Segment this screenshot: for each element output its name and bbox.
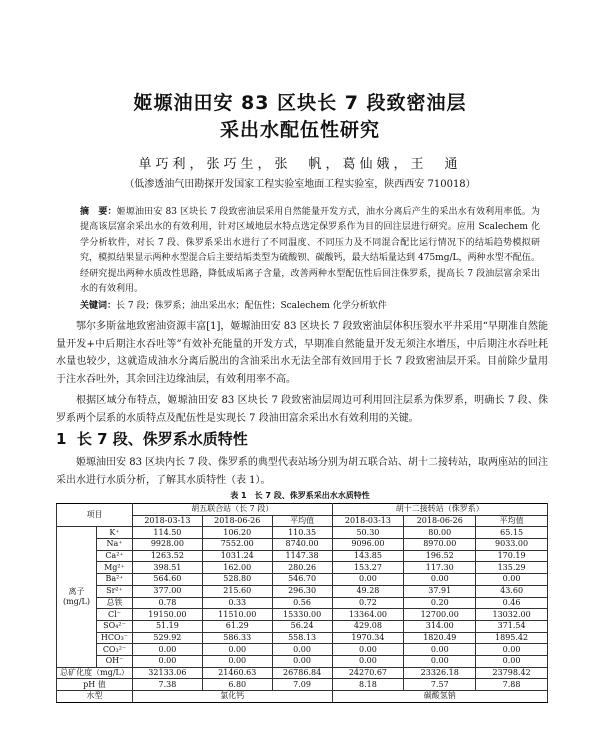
subheader-cell: 平均值 [476,515,548,527]
table-row [57,527,548,539]
tds-row [57,667,548,679]
table-cell: 377.00 [132,585,202,597]
subheader-cell: 2018-03-13 [132,515,202,527]
table-cell: 529.92 [132,632,202,644]
table-cell: 0.78 [132,597,202,609]
table-row [57,539,548,551]
table-cell: 117.30 [404,562,476,574]
ion-name: 总铁 [96,597,132,609]
table-cell: 61.29 [202,620,272,632]
ion-name: CO₃²⁻ [96,644,132,656]
ion-name: HCO₃⁻ [96,632,132,644]
abstract-label: 摘 要： [80,207,117,217]
table-cell: 43.60 [476,585,548,597]
table-cell: 24270.67 [332,667,404,679]
table-cell: 0.00 [404,644,476,656]
table-cell: 429.08 [332,620,404,632]
table-cell: 215.60 [202,585,272,597]
table-cell: 196.52 [404,550,476,562]
table-cell: 11510.00 [202,609,272,621]
table-cell: 314.00 [404,620,476,632]
table-row [57,609,548,621]
table-cell: 1820.49 [404,632,476,644]
table-cell: 0.46 [476,597,548,609]
ion-name: Ca²⁺ [96,550,132,562]
keywords [80,298,540,311]
ion-group-name: 离子 [68,587,85,596]
ion-name: Sr²⁺ [96,585,132,597]
body-paragraph: 鄂尔多斯盆地致密油资源丰富[1]，姬塬油田安 83 区块长 7 段致密油层体积压裂水平井采用“早期准自然能量开发+中后期注水吞吐等”有效补充能量的开发方式，早期准自然能量开发无须注水增压，中后期注水吞吐耗水量也较少，这就造成油水分离后脱出的含油采出水无法全部有效回用于长 7 段致密油层开采。目前除少量用于注水吞吐外，其余回注边缘油层，有效利用率不高。 [56,321,548,385]
section-title: 长 7 段、侏罗系水质特性 [76,430,248,448]
water-type-row [57,691,548,703]
table-cell: 114.50 [132,527,202,539]
table-cell: 65.15 [476,527,548,539]
table-cell: 7552.00 [202,539,272,551]
ion-name: Ba²⁺ [96,574,132,586]
table-cell: 162.00 [202,562,272,574]
table-cell: 0.00 [272,655,332,667]
table-cell: 氯化钙 [132,691,332,703]
ion-name: K⁺ [96,527,132,539]
table-cell: 8970.00 [404,539,476,551]
abstract [80,205,540,297]
table-cell: 0.20 [404,597,476,609]
table-cell: 106.20 [202,527,272,539]
body-paragraph: 根据区域分布特点，姬塬油田安 83 区块长 7 段致密油层周边可利用回注层系为侏罗系，明确长 7 段、侏罗系两个层系的水质特点及配伍性是实现长 7 段油田富余采出水有效利用的关键。 [56,395,548,424]
table-cell: 80.00 [404,527,476,539]
table-cell: 21460.63 [202,667,272,679]
table-cell: 9096.00 [332,539,404,551]
table-row [57,644,548,656]
table-cell: 26786.84 [272,667,332,679]
table-cell: 0.00 [272,644,332,656]
ion-group-unit: (mg/L) [63,597,90,606]
table-cell: 1147.38 [272,550,332,562]
table-cell: 0.00 [202,655,272,667]
ion-group-label [57,527,97,667]
table-cell: 37.91 [404,585,476,597]
table-cell: 15330.00 [272,609,332,621]
header-group2: 胡十二接转站（侏罗系） [332,504,547,516]
table-cell: 398.51 [132,562,202,574]
author-list: 单巧利，张巧生，张 帆，葛仙娥，王 通 [138,157,462,172]
table-cell: 586.33 [202,632,272,644]
table-cell: 7.57 [404,679,476,691]
table-cell: 143.85 [332,550,404,562]
keywords-label: 关键词： [80,301,117,311]
subheader-cell: 2018-06-26 [202,515,272,527]
ion-name: Mg²⁺ [96,562,132,574]
ion-name: SO₄²⁻ [96,620,132,632]
table-row [57,562,548,574]
paper-title-line1: 姬塬油田安 83 区块长 7 段致密油层 [133,92,467,114]
row-label: pH 值 [57,679,133,691]
table-cell: 7.88 [476,679,548,691]
row-label: 水型 [57,691,133,703]
table-cell: 0.00 [476,655,548,667]
table-row [57,597,548,609]
table-cell: 1895.42 [476,632,548,644]
table-row [57,585,548,597]
table-cell: 0.00 [332,574,404,586]
table-cell: 0.72 [332,597,404,609]
ion-name: OH⁻ [96,655,132,667]
table-caption: 表 1 长 7 段、侏罗系采出水水质特性 [230,491,370,500]
table-cell: 153.27 [332,562,404,574]
subheader-cell: 2018-03-13 [332,515,404,527]
table-cell: 32133.06 [132,667,202,679]
ion-name: Na⁺ [96,539,132,551]
table-cell: 110.35 [272,527,332,539]
body-paragraph: 姬塬油田安 83 区块内长 7 段、侏罗系的典型代表站场分别为胡五联合站、胡十二接转站，取两座站的回注采出水进行水质分析，了解其水质特性（表 1）。 [56,457,548,486]
table-cell: 546.70 [272,574,332,586]
table-row [57,655,548,667]
table-cell: 0.00 [476,644,548,656]
ion-rows [57,527,548,667]
table-cell: 9928.00 [132,539,202,551]
table-cell: 1031.24 [202,550,272,562]
header-group1: 胡五联合站（长 7 段） [132,504,332,516]
table-cell: 564.60 [132,574,202,586]
table-cell: 12700.00 [404,609,476,621]
table-cell: 13364.00 [332,609,404,621]
table-cell: 8.18 [332,679,404,691]
table-cell: 23326.18 [404,667,476,679]
table-cell: 7.38 [132,679,202,691]
subheader-cell: 2018-06-26 [404,515,476,527]
abstract-text: 姬塬油田安 83 区块长 7 段致密油层采用自然能量开发方式，油水分离后产生的采出水有效利用率低。为提高该层富余采出水的有效利用，针对区域地层水特点选定保罗系作为目的回注层进行研究。应用 Scalechem 化学分析软件，对长 7 段、侏罗系采出水进行了不同温度、不同压力及不同混合配比运行情况下的结垢趋势模拟研究，模拟结果显示两种水型混合后主要结垢类型为硫酸钡、碳酸钙，最大结垢量达到 475mg/L，两种水型不配伍。经研究提出两种水质改性思路，降低成垢离子含量，改善两种水型配伍性后回注侏罗系，提高长 7 段油层富余采出水的有效利用。 [80,207,540,295]
table-cell: 0.00 [332,655,404,667]
ph-row [57,679,548,691]
table-cell: 0.00 [404,655,476,667]
table-cell: 49.28 [332,585,404,597]
subheader-cell: 平均值 [272,515,332,527]
table-cell: 0.00 [202,644,272,656]
table-header-row [57,504,548,516]
table-cell: 51.19 [132,620,202,632]
table-cell: 6.80 [202,679,272,691]
table-cell: 23798.42 [476,667,548,679]
table-cell: 0.00 [132,644,202,656]
table-cell: 9033.00 [476,539,548,551]
table-cell: 280.26 [272,562,332,574]
table-cell: 558.13 [272,632,332,644]
table-cell: 371.54 [476,620,548,632]
keywords-text: 长 7 段；侏罗系；油出采出水；配伍性；Scalechem 化学分析软件 [116,301,387,311]
table-cell: 56.24 [272,620,332,632]
table-cell: 0.56 [272,597,332,609]
table-cell: 0.33 [202,597,272,609]
table-cell: 19150.00 [132,609,202,621]
table-cell: 1263.52 [132,550,202,562]
ion-name: Cl⁻ [96,609,132,621]
table-row [57,620,548,632]
row-label: 总矿化度（mg/L） [57,667,133,679]
table-cell: 0.00 [132,655,202,667]
table-cell: 1970.34 [332,632,404,644]
section-heading [56,428,248,449]
table-cell: 7.09 [272,679,332,691]
table-cell: 296.30 [272,585,332,597]
table-cell: 8740.00 [272,539,332,551]
section-number: 1 [56,430,67,448]
table-cell: 0.00 [476,574,548,586]
table-row [57,574,548,586]
table-cell: 0.00 [404,574,476,586]
table-row [57,632,548,644]
table-cell: 0.00 [332,644,404,656]
table-cell: 528.80 [202,574,272,586]
table-row [57,550,548,562]
header-project: 项目 [57,504,133,527]
table-cell: 碳酸氢钠 [332,691,547,703]
table-cell: 50.30 [332,527,404,539]
table-cell: 170.19 [476,550,548,562]
table-cell: 135.29 [476,562,548,574]
paper-title-line2: 采出水配伍性研究 [219,119,380,141]
water-quality-table [56,503,548,703]
affiliation: （低渗透油气田勘探开发国家工程实验室地面工程实验室，陕西西安 710018） [124,179,476,190]
table-cell: 13032.00 [476,609,548,621]
